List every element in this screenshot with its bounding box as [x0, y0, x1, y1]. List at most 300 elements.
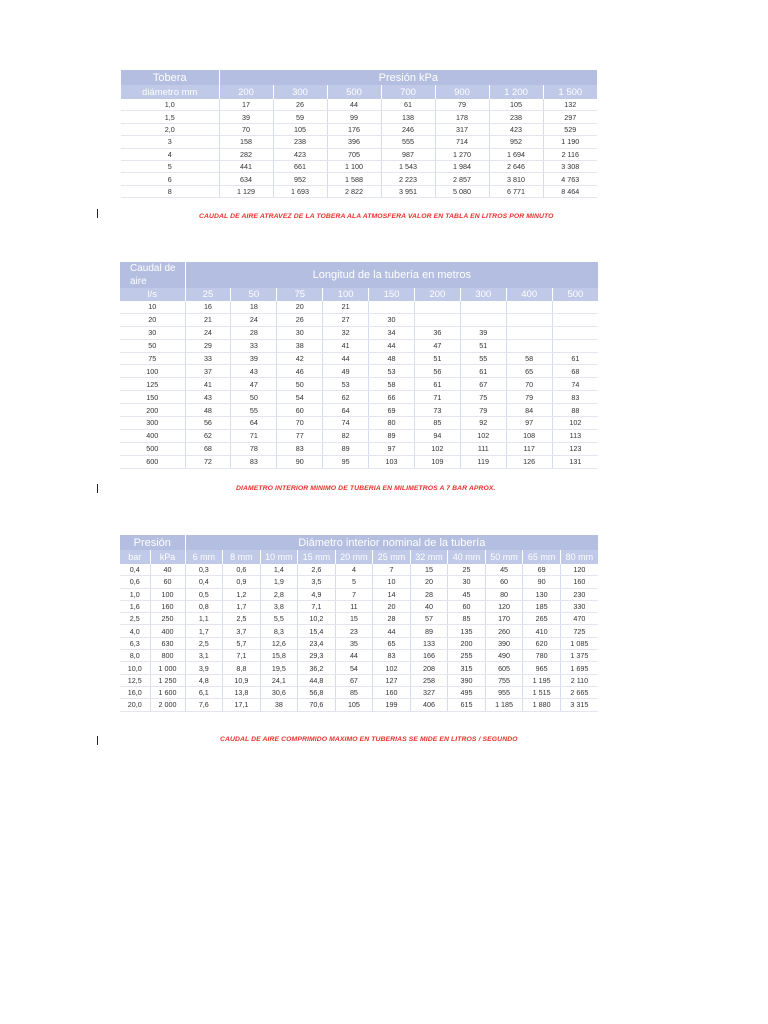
- table-cell: 4,9: [298, 588, 336, 600]
- table-cell: 30,6: [260, 686, 298, 698]
- caption-table2: DIAMETRO INTERIOR MINIMO DE TUBERIA EN MILIMETROS A 7 BAR APROX.: [236, 485, 496, 492]
- table-cell: 282: [219, 148, 273, 160]
- header-flow-unit: l/s: [120, 288, 185, 301]
- table-row: [120, 391, 598, 404]
- table-cell: 8 464: [543, 185, 597, 197]
- table-cell: 3: [121, 136, 219, 148]
- table-cell: 100: [120, 365, 185, 378]
- text-cursor: [97, 209, 98, 218]
- table-cell: 20: [120, 313, 185, 326]
- table-cell: 5,5: [260, 613, 298, 625]
- table-row: [120, 313, 598, 326]
- table-cell: 1 100: [327, 160, 381, 172]
- table-cell: 0,4: [120, 564, 150, 576]
- table-cell: 60: [485, 576, 523, 588]
- table-cell: 49: [323, 365, 369, 378]
- table-cell: 70: [219, 123, 273, 135]
- table-cell: 126: [506, 455, 552, 468]
- table-cell: 117: [506, 442, 552, 455]
- table-cell: 317: [435, 123, 489, 135]
- table-cell: 15: [410, 564, 448, 576]
- table-cell: 800: [150, 650, 185, 662]
- table-cell: 125: [120, 378, 185, 391]
- text-cursor: [97, 484, 98, 493]
- table-cell: 39: [460, 326, 506, 339]
- table-cell: 14: [373, 588, 411, 600]
- table-cell: 5,7: [223, 637, 261, 649]
- table-cell: 90: [277, 455, 323, 468]
- column-header: 1 500: [543, 85, 597, 99]
- table-cell: 30: [120, 326, 185, 339]
- table-cell: 82: [323, 429, 369, 442]
- table-cell: 952: [273, 173, 327, 185]
- table-cell: 50: [231, 391, 277, 404]
- table-cell: 47: [414, 339, 460, 352]
- table-cell: 132: [543, 99, 597, 111]
- table-cell: 92: [460, 417, 506, 430]
- table-cell: 390: [485, 637, 523, 649]
- table-cell: 70: [506, 378, 552, 391]
- table-cell: 410: [523, 625, 561, 637]
- table-cell: 1,7: [185, 625, 223, 637]
- column-header: 200: [414, 288, 460, 301]
- table-cell: 200: [448, 637, 486, 649]
- table-cell: 26: [273, 99, 327, 111]
- table-cell: 56: [185, 417, 231, 430]
- column-header: 400: [506, 288, 552, 301]
- column-header: 500: [552, 288, 598, 301]
- table-cell: 50: [277, 378, 323, 391]
- table-cell: 51: [414, 352, 460, 365]
- table-cell: 17,1: [223, 699, 261, 711]
- table-cell: 39: [231, 352, 277, 365]
- table-cell: 105: [489, 99, 543, 111]
- table-cell: 73: [414, 404, 460, 417]
- table-cell: 230: [560, 588, 598, 600]
- table-row: [120, 699, 598, 711]
- table-cell: 79: [435, 99, 489, 111]
- table-cell: 75: [120, 352, 185, 365]
- table-cell: 80: [485, 588, 523, 600]
- table-cell: 56: [414, 365, 460, 378]
- table-cell: 1,9: [260, 576, 298, 588]
- table-cell: 10: [120, 301, 185, 313]
- table-cell: 34: [369, 326, 415, 339]
- table-cell: 3,8: [260, 600, 298, 612]
- table-cell: 21: [185, 313, 231, 326]
- table-cell: 529: [543, 123, 597, 135]
- table-cell: 1 270: [435, 148, 489, 160]
- table-cell: 300: [120, 417, 185, 430]
- table-cell: 13,8: [223, 686, 261, 698]
- table-cell: 30: [448, 576, 486, 588]
- table-cell: 84: [506, 404, 552, 417]
- table-cell: 2,5: [120, 613, 150, 625]
- table-cell: 500: [120, 442, 185, 455]
- table-cell: 71: [414, 391, 460, 404]
- table-cell: [369, 301, 415, 313]
- table-row: [121, 173, 597, 185]
- table-cell: 8,0: [120, 650, 150, 662]
- table-cell: 61: [552, 352, 598, 365]
- table-cell: 10: [373, 576, 411, 588]
- header-pressure-group: Presión kPa: [219, 70, 597, 85]
- table-cell: 19,5: [260, 662, 298, 674]
- table-cell: 17: [219, 99, 273, 111]
- table-cell: 11: [335, 600, 373, 612]
- table-cell: 396: [327, 136, 381, 148]
- table-cell: 1 694: [489, 148, 543, 160]
- table-cell: 54: [277, 391, 323, 404]
- table-cell: 1 588: [327, 173, 381, 185]
- column-header: bar: [120, 550, 150, 564]
- table-cell: 7,1: [298, 600, 336, 612]
- table-cell: 1 600: [150, 686, 185, 698]
- table-cell: 1 129: [219, 185, 273, 197]
- table-row: [120, 404, 598, 417]
- table-cell: 60: [277, 404, 323, 417]
- caption-table1: CAUDAL DE AIRE ATRAVEZ DE LA TOBERA ALA ATMOSFERA VALOR EN TABLA EN LITROS POR MINUTO: [199, 213, 554, 220]
- table-cell: 24: [231, 313, 277, 326]
- table-cell: 85: [335, 686, 373, 698]
- table-cell: 634: [219, 173, 273, 185]
- table-cell: 3,5: [298, 576, 336, 588]
- table-cell: 54: [335, 662, 373, 674]
- column-header: 65 mm: [523, 550, 561, 564]
- table-cell: 100: [150, 588, 185, 600]
- table-row: [121, 111, 597, 123]
- table-cell: 15: [335, 613, 373, 625]
- table-cell: 24,1: [260, 674, 298, 686]
- table-cell: 44,8: [298, 674, 336, 686]
- table-cell: 74: [323, 417, 369, 430]
- table-cell: 238: [489, 111, 543, 123]
- table-cell: 2,6: [298, 564, 336, 576]
- table-cell: 400: [150, 625, 185, 637]
- table-cell: 1 695: [560, 662, 598, 674]
- table-row: [120, 378, 598, 391]
- table-cell: 64: [323, 404, 369, 417]
- table-cell: 37: [185, 365, 231, 378]
- table-cell: 3 308: [543, 160, 597, 172]
- table-cell: 68: [552, 365, 598, 378]
- table-cell: 85: [448, 613, 486, 625]
- table-cell: 8,3: [260, 625, 298, 637]
- table-row: [120, 352, 598, 365]
- column-header: 1 200: [489, 85, 543, 99]
- table-cell: 102: [552, 417, 598, 430]
- table-cell: 423: [489, 123, 543, 135]
- table-cell: 32: [323, 326, 369, 339]
- table-cell: 58: [369, 378, 415, 391]
- table-cell: 67: [335, 674, 373, 686]
- table-cell: 7: [373, 564, 411, 576]
- table-cell: 16: [185, 301, 231, 313]
- table-cell: 89: [369, 429, 415, 442]
- table-row: [120, 576, 598, 588]
- table-cell: 6: [121, 173, 219, 185]
- table-cell: 150: [120, 391, 185, 404]
- table-cell: 97: [506, 417, 552, 430]
- table-cell: 4,0: [120, 625, 150, 637]
- table-cell: 67: [460, 378, 506, 391]
- table-cell: 1 195: [523, 674, 561, 686]
- header-pressure: Presión: [120, 535, 185, 550]
- table-cell: 1 515: [523, 686, 561, 698]
- table-cell: 952: [489, 136, 543, 148]
- column-header: 900: [435, 85, 489, 99]
- table-cell: 1 693: [273, 185, 327, 197]
- table-cell: 12,6: [260, 637, 298, 649]
- table-cell: 44: [323, 352, 369, 365]
- table-cell: 2,5: [185, 637, 223, 649]
- table-cell: 0,5: [185, 588, 223, 600]
- pipe-diameter-table: [120, 262, 598, 469]
- table-cell: 43: [231, 365, 277, 378]
- table-cell: 61: [414, 378, 460, 391]
- table-cell: 15,8: [260, 650, 298, 662]
- table-cell: 74: [552, 378, 598, 391]
- header-air-flow: Caudal de aire: [120, 262, 185, 288]
- table-cell: 495: [448, 686, 486, 698]
- table-cell: [414, 301, 460, 313]
- table-cell: 28: [373, 613, 411, 625]
- table-cell: 2 646: [489, 160, 543, 172]
- table-cell: [552, 301, 598, 313]
- table-cell: 315: [448, 662, 486, 674]
- table-cell: 4: [121, 148, 219, 160]
- table-cell: 138: [381, 111, 435, 123]
- table-cell: 130: [523, 588, 561, 600]
- table-cell: 70,6: [298, 699, 336, 711]
- table-cell: 4 763: [543, 173, 597, 185]
- table-cell: 6,1: [185, 686, 223, 698]
- table-cell: 166: [410, 650, 448, 662]
- table-cell: 6 771: [489, 185, 543, 197]
- table-cell: 40: [150, 564, 185, 576]
- column-header: 25: [185, 288, 231, 301]
- column-header: 200: [219, 85, 273, 99]
- table-cell: 1 543: [381, 160, 435, 172]
- table-cell: 21: [323, 301, 369, 313]
- table-row: [120, 455, 598, 468]
- column-header: kPa: [150, 550, 185, 564]
- table-cell: 41: [323, 339, 369, 352]
- table-cell: 714: [435, 136, 489, 148]
- table-cell: 44: [369, 339, 415, 352]
- table-cell: 2,8: [260, 588, 298, 600]
- table-cell: 48: [185, 404, 231, 417]
- table-cell: 60: [448, 600, 486, 612]
- table-row: [121, 148, 597, 160]
- table-cell: 111: [460, 442, 506, 455]
- table-cell: 160: [150, 600, 185, 612]
- table-cell: 4,8: [185, 674, 223, 686]
- table-cell: 33: [185, 352, 231, 365]
- table-cell: 160: [560, 576, 598, 588]
- table-cell: [460, 301, 506, 313]
- table-cell: 46: [277, 365, 323, 378]
- table-cell: 29,3: [298, 650, 336, 662]
- column-header: 300: [273, 85, 327, 99]
- table-cell: 103: [369, 455, 415, 468]
- table-cell: 65: [373, 637, 411, 649]
- header-diameter: diámetro mm: [121, 85, 219, 99]
- column-header: 50: [231, 288, 277, 301]
- table-cell: 490: [485, 650, 523, 662]
- table-cell: 7,1: [223, 650, 261, 662]
- table-cell: 3,7: [223, 625, 261, 637]
- table-cell: 1 190: [543, 136, 597, 148]
- table-cell: 25: [448, 564, 486, 576]
- table-cell: 40: [410, 600, 448, 612]
- column-header: 8 mm: [223, 550, 261, 564]
- table-cell: 1 185: [485, 699, 523, 711]
- table-cell: 23: [335, 625, 373, 637]
- table-row: [120, 365, 598, 378]
- table-cell: 1 984: [435, 160, 489, 172]
- table-cell: 1 000: [150, 662, 185, 674]
- table-cell: 250: [150, 613, 185, 625]
- table-cell: 555: [381, 136, 435, 148]
- column-header: 80 mm: [560, 550, 598, 564]
- table-cell: 53: [369, 365, 415, 378]
- column-header: 50 mm: [485, 550, 523, 564]
- table-cell: 60: [150, 576, 185, 588]
- column-header: 500: [327, 85, 381, 99]
- table-cell: 1,1: [185, 613, 223, 625]
- table-cell: 160: [373, 686, 411, 698]
- table-cell: 131: [552, 455, 598, 468]
- table-cell: 39: [219, 111, 273, 123]
- table-cell: [506, 326, 552, 339]
- table-cell: 297: [543, 111, 597, 123]
- table-cell: 3,1: [185, 650, 223, 662]
- table-cell: 1 085: [560, 637, 598, 649]
- table-cell: 79: [460, 404, 506, 417]
- table-cell: 620: [523, 637, 561, 649]
- table-cell: 441: [219, 160, 273, 172]
- table-cell: 89: [410, 625, 448, 637]
- table-cell: 1,2: [223, 588, 261, 600]
- table-cell: 6,3: [120, 637, 150, 649]
- table-cell: 99: [327, 111, 381, 123]
- table-cell: 64: [231, 417, 277, 430]
- table-cell: 5 080: [435, 185, 489, 197]
- table-cell: 3,9: [185, 662, 223, 674]
- table-cell: 78: [231, 442, 277, 455]
- table-cell: 79: [506, 391, 552, 404]
- table-cell: [552, 326, 598, 339]
- table-cell: 38: [260, 699, 298, 711]
- table-cell: 102: [460, 429, 506, 442]
- table-cell: 2,0: [121, 123, 219, 135]
- table-cell: 59: [273, 111, 327, 123]
- table-cell: 2 110: [560, 674, 598, 686]
- table-cell: 0,6: [120, 576, 150, 588]
- table-cell: 10,2: [298, 613, 336, 625]
- table-cell: 955: [485, 686, 523, 698]
- table-cell: 83: [552, 391, 598, 404]
- table-cell: 12,5: [120, 674, 150, 686]
- table-cell: 208: [410, 662, 448, 674]
- table-cell: 50: [120, 339, 185, 352]
- table-cell: 105: [335, 699, 373, 711]
- table-cell: 0,9: [223, 576, 261, 588]
- table-row: [120, 650, 598, 662]
- table-cell: 120: [485, 600, 523, 612]
- column-header: 25 mm: [373, 550, 411, 564]
- table-cell: 2 000: [150, 699, 185, 711]
- table-cell: 3 810: [489, 173, 543, 185]
- table-cell: 90: [523, 576, 561, 588]
- table-cell: 4: [335, 564, 373, 576]
- table-row: [120, 637, 598, 649]
- table-cell: [552, 339, 598, 352]
- table-row: [120, 588, 598, 600]
- table-row: [121, 123, 597, 135]
- table-cell: 53: [323, 378, 369, 391]
- table-cell: 44: [373, 625, 411, 637]
- table-cell: 55: [460, 352, 506, 365]
- header-length-group: Longitud de la tubería en metros: [185, 262, 598, 288]
- table-cell: 965: [523, 662, 561, 674]
- table-cell: 65: [506, 365, 552, 378]
- table-cell: 123: [552, 442, 598, 455]
- table-row: [120, 429, 598, 442]
- table-row: [120, 662, 598, 674]
- table-cell: 38: [277, 339, 323, 352]
- table-cell: 7,6: [185, 699, 223, 711]
- table-cell: [552, 313, 598, 326]
- table-cell: 61: [381, 99, 435, 111]
- table-row: [120, 686, 598, 698]
- table-cell: 615: [448, 699, 486, 711]
- table-row: [120, 625, 598, 637]
- column-header: 32 mm: [410, 550, 448, 564]
- table-row: [120, 339, 598, 352]
- table-row: [120, 326, 598, 339]
- table-cell: 20,0: [120, 699, 150, 711]
- compressed-air-flow-table: [120, 535, 598, 712]
- table-cell: 28: [231, 326, 277, 339]
- table-cell: 170: [485, 613, 523, 625]
- table-cell: 23,4: [298, 637, 336, 649]
- caption-table3: CAUDAL DE AIRE COMPRIMIDO MAXIMO EN TUBERIAS SE MIDE EN LITROS / SEGUNDO: [220, 736, 518, 743]
- table-cell: 705: [327, 148, 381, 160]
- table-cell: 1,6: [120, 600, 150, 612]
- table-cell: 83: [277, 442, 323, 455]
- table-cell: 71: [231, 429, 277, 442]
- column-header: 75: [277, 288, 323, 301]
- table-cell: 5: [335, 576, 373, 588]
- table-row: [120, 442, 598, 455]
- table-cell: 27: [323, 313, 369, 326]
- table-cell: 1 250: [150, 674, 185, 686]
- table-cell: 10,0: [120, 662, 150, 674]
- table-cell: 44: [327, 99, 381, 111]
- table-cell: 423: [273, 148, 327, 160]
- table-cell: 246: [381, 123, 435, 135]
- table-cell: 258: [410, 674, 448, 686]
- table-cell: 135: [448, 625, 486, 637]
- table-cell: 55: [231, 404, 277, 417]
- column-header: 6 mm: [185, 550, 223, 564]
- table-cell: 26: [277, 313, 323, 326]
- table-row: [120, 564, 598, 576]
- table-cell: 605: [485, 662, 523, 674]
- table-cell: 42: [277, 352, 323, 365]
